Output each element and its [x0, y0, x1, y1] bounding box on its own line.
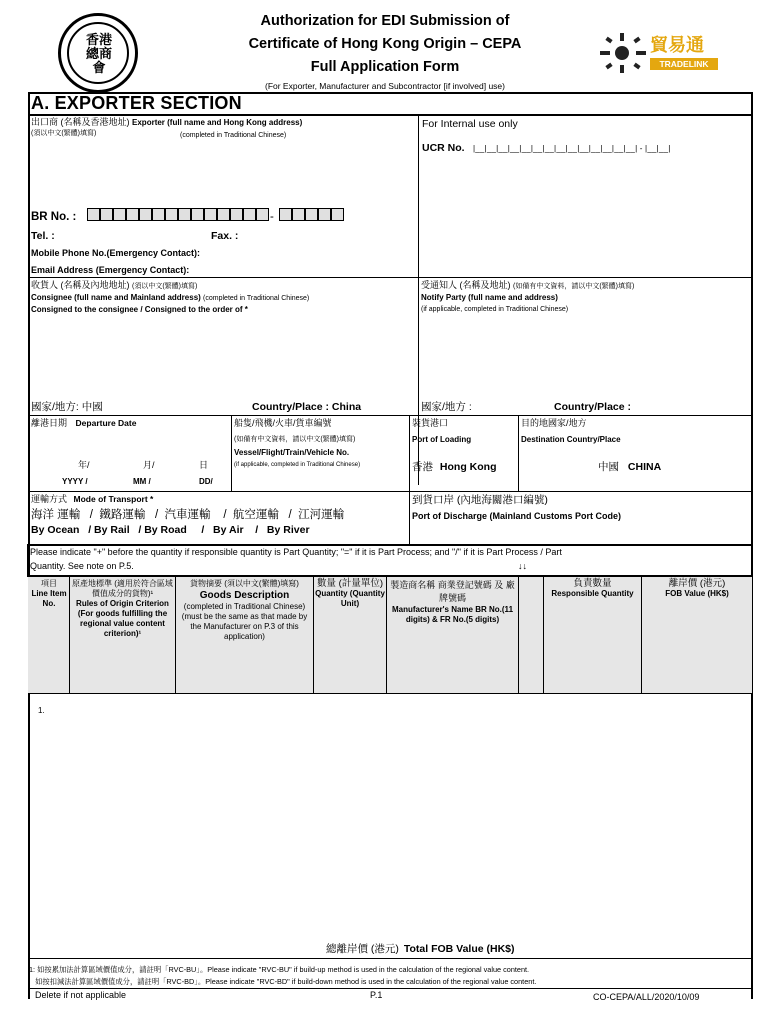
vessel-divider	[231, 416, 232, 491]
col-divider-3	[313, 577, 314, 693]
col-divider-4	[386, 577, 387, 693]
consignee-top-rule	[28, 277, 752, 278]
loading-label-cn: 裝貨港口	[412, 418, 449, 428]
date-day-cn: 日	[199, 460, 209, 470]
transport-modes-cn: 海洋 運輸 / 鐵路運輸 / 汽車運輸 / 航空運輸 / 江河運輸	[31, 509, 345, 521]
tradelink-logo-cn: 貿易通	[650, 35, 704, 56]
form-title-line2: Certificate of Hong Kong Origin – CEPA	[248, 36, 522, 52]
date-day-en: DD/	[199, 477, 213, 486]
col-divider-7	[641, 577, 642, 693]
consignee-note-en: (completed in Traditional Chinese)	[203, 295, 310, 302]
col-quantity	[315, 579, 385, 609]
departure-label	[31, 418, 136, 429]
country-en-left: Country/Place : China	[252, 401, 362, 413]
col-responsible-en: Responsible Quantity	[551, 589, 634, 598]
col-quantity-cn: 數量 (計量單位)	[317, 578, 383, 589]
discharge-label-cn: 到貨口岸 (內地海關港口編號)	[412, 494, 548, 506]
vessel-label-cn: 船隻/飛機/火車/貨車編號	[234, 418, 332, 428]
dest-value	[598, 461, 661, 474]
ucr-label: UCR No.	[422, 142, 465, 154]
table-header-bottom-rule	[28, 693, 752, 694]
exporter-note-cn: (須以中文(繁體)填寫)	[31, 130, 97, 137]
delete-note: Delete if not applicable	[35, 990, 127, 1000]
loading-value-cn: 香港	[412, 461, 433, 473]
form-title-line3: Full Application Form	[310, 59, 460, 75]
loading-divider	[409, 416, 410, 491]
exporter-note-en: (completed in Traditional Chinese)	[180, 132, 287, 139]
country-cn-right: 國家/地方 :	[421, 401, 472, 413]
dest-value-en: CHINA	[627, 461, 662, 473]
country-en-right: Country/Place :	[554, 401, 632, 413]
form-code: CO-CEPA/ALL/2020/10/09	[593, 992, 700, 1002]
seal-text: 香港總商會	[85, 33, 112, 76]
col-responsible-cn: 負責數量	[573, 578, 612, 589]
date-year-en: YYYY /	[62, 477, 88, 486]
br-label: BR No. :	[31, 211, 77, 223]
vessel-note-cn: (如備有中文資料，請以中文(繁體)填寫)	[234, 436, 356, 443]
transport-cn: 運輸方式	[31, 494, 68, 504]
section-title-rule	[28, 114, 752, 116]
consigned-line: Consigned to the consignee / Consigned to the order of *	[31, 305, 248, 314]
first-row-number: 1.	[38, 706, 45, 715]
col-divider-1	[69, 577, 70, 693]
goods-entry-area[interactable]	[32, 700, 748, 940]
col-goods-note: (completed in Traditional Chinese) (must be the same as that made by the Manufacturer on P.3 of this application)	[181, 602, 308, 641]
notice-line1: Please indicate "+" before the quantity if responsible quantity is Part Quantity; "=" if it is Part Process; and "/" if it is Part Process / Part	[30, 547, 562, 557]
date-year-cn: 年/	[78, 460, 90, 470]
tradelink-logo-en: TRADELINK	[650, 58, 718, 70]
date-month-cn: 月/	[143, 460, 155, 470]
date-month-en: MM /	[133, 477, 151, 486]
notice-arrows: ↓↓	[518, 561, 527, 571]
vessel-label-en: Vessel/Flight/Train/Vehicle No.	[234, 448, 350, 457]
dest-label-cn: 目的地國家/地方	[521, 418, 587, 428]
page-number: P.1	[370, 990, 383, 1000]
col-divider-5	[518, 577, 519, 693]
col-fob-en: FOB Value (HK$)	[665, 589, 729, 598]
departure-en: Departure Date	[75, 418, 137, 428]
email-label: Email Address (Emergency Contact):	[31, 265, 190, 275]
col-divider-2	[175, 577, 176, 693]
tradelink-burst-icon	[600, 33, 646, 73]
col-origin-criterion	[71, 579, 174, 639]
total-fob-en: Total FOB Value (HK$)	[403, 943, 515, 955]
mobile-label: Mobile Phone No.(Emergency Contact):	[31, 248, 201, 258]
notify-note-cn: (如備有中文資料，請以中文(繁體)填寫)	[513, 283, 635, 290]
consignee-cn-text: 收貨人 (名稱及內地地址)	[31, 280, 130, 290]
br-branch-input[interactable]	[279, 208, 344, 223]
transport-label	[31, 494, 153, 505]
br-dash: -	[270, 211, 274, 223]
ucr-input-boxes[interactable]: |__|__|__|__|__|__|__|__|__|__|__|__|__|__| - |__|__|	[473, 144, 671, 153]
col-manufacturer	[388, 579, 517, 625]
exporter-label-en: Exporter (full name and Hong Kong address)	[132, 118, 303, 127]
loading-label-en: Port of Loading	[412, 435, 472, 444]
consignee-label-cn	[31, 280, 197, 291]
loading-value-en: Hong Kong	[439, 461, 497, 473]
transport-top-rule	[28, 491, 752, 492]
fax-label: Fax. :	[211, 230, 239, 242]
consignee-en-text: Consignee (full name and Mainland address)	[31, 293, 201, 302]
dest-divider	[518, 416, 519, 491]
col-origin-en: Rules of Origin Criterion (For goods fulfilling the regional value content criterion)¹	[76, 599, 169, 638]
form-subtitle: (For Exporter, Manufacturer and Subcontractor [if involved] use)	[264, 81, 505, 91]
notify-label-en: Notify Party (full name and address)	[421, 293, 558, 302]
notify-label-cn	[421, 280, 634, 291]
dest-value-cn: 中國	[598, 461, 619, 473]
loading-value	[412, 461, 497, 474]
col-responsible-qty	[545, 579, 640, 599]
col-line-item-en: Line Item No.	[31, 589, 67, 608]
col-divider-6	[543, 577, 544, 693]
col-line-item-cn: 項目	[41, 579, 57, 588]
col-goods-en: Goods Description	[199, 590, 290, 601]
dest-label-en: Destination Country/Place	[521, 435, 621, 444]
notify-cn-text: 受通知人 (名稱及地址)	[421, 280, 511, 290]
col-manufacturer-en: Manufacturer's Name BR No.(11 digits) & FR No.(5 digits)	[391, 605, 514, 624]
col-line-item	[29, 579, 69, 609]
exporter-label	[31, 117, 302, 128]
form-title-line1: Authorization for EDI Submission of	[260, 13, 510, 29]
consignee-divider	[418, 278, 419, 485]
col-goods-description	[177, 579, 312, 642]
exporter-label-cn: 出口商 (名稱及香港地址)	[31, 117, 130, 127]
br-number-input[interactable]	[87, 208, 269, 223]
tel-label: Tel. :	[31, 230, 55, 242]
col-origin-cn: 原產地標準 (適用於符合區域價值成分的貨物)¹	[72, 579, 173, 598]
consignee-note-cn: (須以中文(繁體)填寫)	[132, 283, 198, 290]
discharge-divider	[409, 492, 410, 544]
transport-modes-en: By Ocean / By Rail / By Road / By Air / By River	[31, 524, 310, 536]
col-goods-cn: 貨物摘要 (須以中文(繁體)填寫)	[190, 579, 299, 588]
transport-en: Mode of Transport *	[73, 494, 154, 504]
vessel-note-en: (if applicable, completed in Traditional Chinese)	[234, 462, 361, 468]
col-fob-value	[643, 579, 751, 599]
departure-top-rule	[28, 415, 752, 416]
consignee-label-en	[31, 293, 309, 303]
col-fob-cn: 離岸價 (港元)	[668, 578, 726, 589]
notice-line2: Quantity. See note on P.5.	[30, 561, 134, 571]
notify-note-en: (if applicable, completed in Traditional Chinese)	[421, 306, 569, 313]
chamber-seal-logo	[58, 13, 138, 93]
section-a-title: A. EXPORTER SECTION	[31, 93, 242, 113]
col-manufacturer-cn: 製造商名稱 商業登記號碼 及 廠牌號碼	[390, 580, 515, 603]
bottom-rule	[28, 988, 752, 989]
total-fob-label	[326, 943, 515, 956]
total-fob-cn: 總離岸價 (港元)	[326, 943, 399, 955]
departure-cn: 離港日期	[31, 418, 68, 428]
col-quantity-en: Quantity (Quantity Unit)	[315, 589, 385, 608]
footnote-1: 1: 如按累加法計算區域價值成分，請註明「RVC-BU」。Please indicate "RVC-BU" if build-up method is used in the calculation of the regional value content.	[29, 965, 530, 974]
total-rule	[28, 958, 752, 959]
internal-use-label: For Internal use only	[422, 118, 518, 130]
footnote-2: 如按扣減法計算區域價值成分，請註明「RVC-BD」。Please indicate "RVC-BD" if build-down method is used in the calculation of the regional value content.	[29, 977, 537, 986]
discharge-label-en: Port of Discharge (Mainland Customs Port Code)	[412, 511, 622, 521]
country-cn-left: 國家/地方: 中國	[31, 401, 103, 413]
exporter-divider	[418, 116, 419, 287]
